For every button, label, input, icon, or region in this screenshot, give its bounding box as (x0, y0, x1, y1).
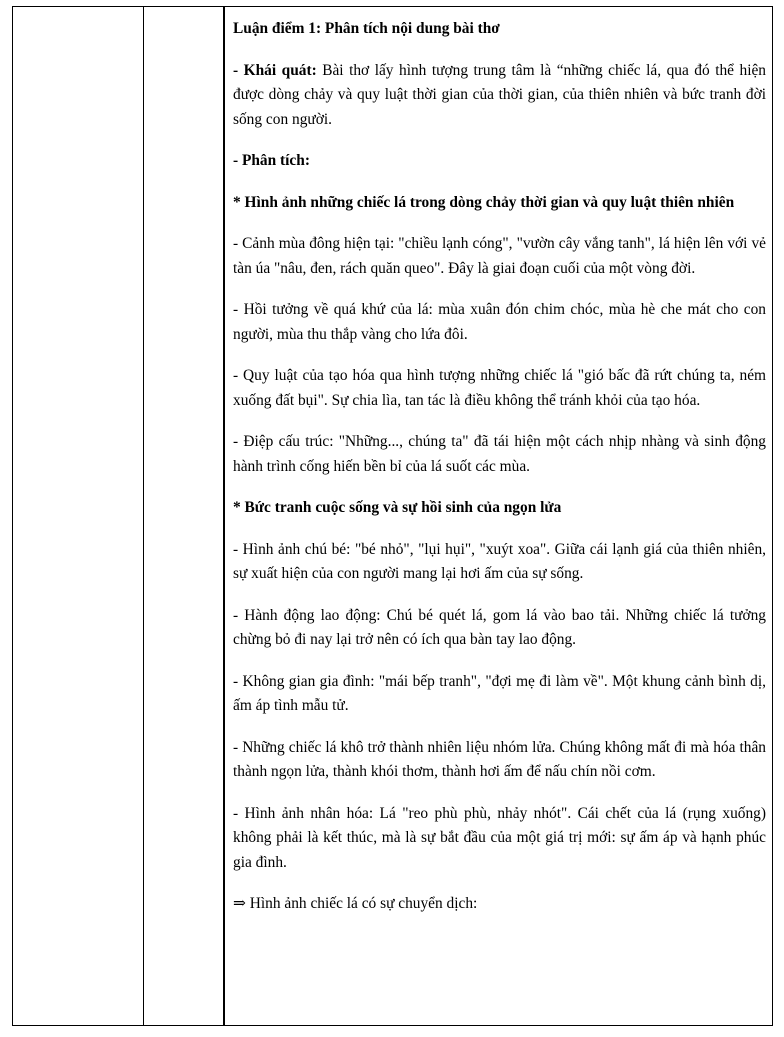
section1-paragraph: - Điệp cấu trúc: "Những..., chúng ta" đã tái hiện một cách nhịp nhàng và sinh động hành trình cống hiến bền bỉ của lá suốt các mùa. (233, 433, 766, 475)
analysis-label: - Phân tích: (233, 152, 310, 169)
overview-paragraph (233, 59, 766, 133)
section2-paragraph: - Hình ảnh nhân hóa: Lá "reo phù phù, nhảy nhót". Cái chết của lá (rụng xuống) không phải là kết thúc, mà là sự bắt đầu của một giá trị mới: sự ấm áp và hạnh phúc gia đình. (233, 804, 766, 871)
section2-paragraph: - Hành động lao động: Chú bé quét lá, gom lá vào bao tải. Những chiếc lá tưởng chừng bỏ đi nay lại trở nên có ích qua bàn tay lao động. (233, 606, 766, 648)
table-cell-empty-1 (13, 7, 144, 1025)
section1-title: * Hình ảnh những chiếc lá trong dòng chảy thời gian và quy luật thiên nhiên (233, 193, 735, 211)
argument-heading: Luận điểm 1: Phân tích nội dung bài thơ (233, 20, 500, 37)
section1-paragraph: - Quy luật của tạo hóa qua hình tượng những chiếc lá "gió bấc đã rứt chúng ta, ném xuống đất bụi". Sự chia lìa, tan tác là điều không thể tránh khỏi của tạo hóa. (233, 367, 766, 409)
content-table (12, 6, 773, 1026)
section1-paragraph: - Hồi tưởng về quá khứ của lá: mùa xuân đón chim chóc, mùa hè che mát cho con người, mùa thu thắp vàng cho lứa đôi. (233, 301, 766, 343)
section2-title: * Bức tranh cuộc sống và sự hồi sinh của ngọn lửa (233, 499, 562, 516)
section2-paragraph: - Không gian gia đình: "mái bếp tranh", "đợi mẹ đi làm về". Một khung cảnh bình dị, ấm áp tình mẫu tử. (233, 672, 766, 714)
section2-paragraph: - Hình ảnh chú bé: "bé nhỏ", "lụi hụi", "xuýt xoa". Giữa cái lạnh giá của thiên nhiên, sự xuất hiện của con người mang lại hơi ấm của sự sống. (233, 540, 766, 582)
section1-paragraph: - Cảnh mùa đông hiện tại: "chiều lạnh cóng", "vườn cây vắng tanh", lá hiện lên với vẻ tàn úa "nâu, đen, rách quăn queo". Đây là giai đoạn cuối của một vòng đời. (233, 235, 766, 277)
overview-label: - Khái quát: (233, 61, 317, 79)
table-cell-content (225, 7, 772, 1025)
conclusion-line: ⇒ Hình ảnh chiếc lá có sự chuyển dịch: (233, 895, 478, 912)
table-cell-empty-2 (144, 7, 225, 1025)
overview-text: Bài thơ lấy hình tượng trung tâm là “những chiếc lá, qua đó thể hiện được dòng chảy và quy luật thời gian của thời gian, của thiên nhiên và bức tranh đời sống con người. (233, 61, 767, 128)
section2-paragraph: - Những chiếc lá khô trở thành nhiên liệu nhóm lửa. Chúng không mất đi mà hóa thân thành ngọn lửa, thành khói thơm, thành hơi ấm để nấu chín nồi cơm. (233, 738, 766, 780)
